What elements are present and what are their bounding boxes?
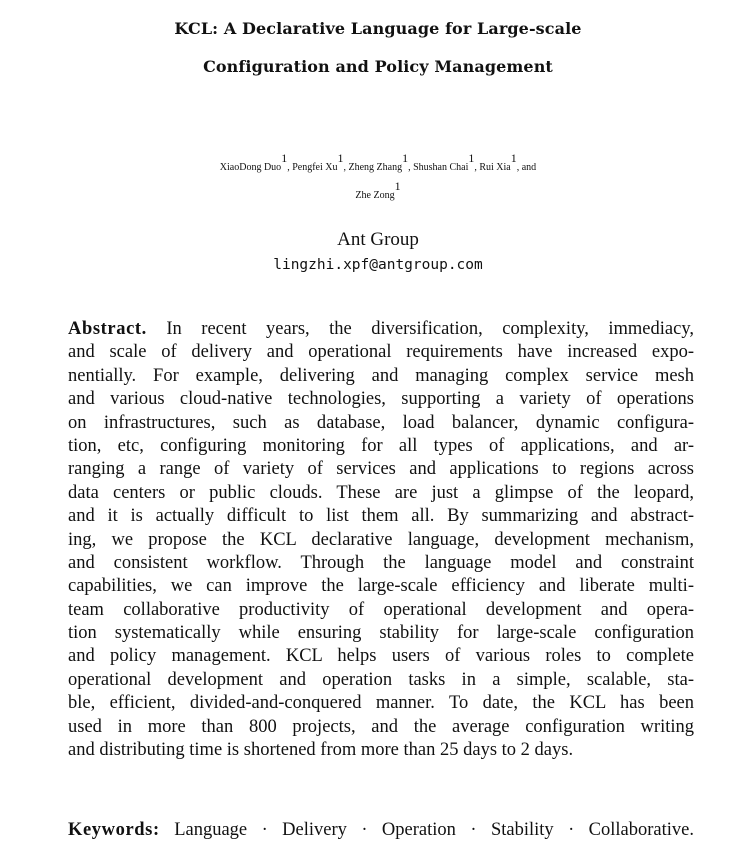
author-separator: , xyxy=(287,162,293,173)
title-line-2: Configuration and Policy Management xyxy=(203,57,553,76)
abstract-line: and various cloud-native technologies, supporting a variety of operations xyxy=(68,389,694,410)
author-email: lingzhi.xpf@antgroup.com xyxy=(273,257,483,273)
affiliation-marker: 1 xyxy=(468,151,475,165)
author-separator: , xyxy=(343,162,349,173)
keywords xyxy=(68,818,694,842)
abstract-line: capabilities, we can improve the large-scale efficiency and liberate multi- xyxy=(68,576,694,597)
abstract xyxy=(68,318,694,762)
abstract-line: and policy management. KCL helps users of various roles to complete xyxy=(68,646,694,667)
abstract-text: In recent years, the diversification, complexity, immediacy, xyxy=(166,319,695,339)
affiliation-marker: 1 xyxy=(394,179,401,193)
abstract-line: on infrastructures, such as database, load balancer, dynamic configura- xyxy=(68,412,694,433)
author-name: Pengfei Xu xyxy=(292,162,338,173)
paper-title xyxy=(0,10,756,86)
keywords-text: Language · Delivery · Operation · Stability · Collaborative. xyxy=(174,820,695,840)
abstract-line: team collaborative productivity of operational development and opera- xyxy=(68,599,694,620)
abstract-line: and scale of delivery and operational requirements have increased expo- xyxy=(68,342,694,363)
abstract-line: ing, we propose the KCL declarative language, development mechanism, xyxy=(68,529,694,550)
affiliation-marker: 1 xyxy=(402,151,409,165)
affiliation-marker: 1 xyxy=(510,151,517,165)
author-name: Shushan Chai xyxy=(413,162,469,173)
affiliation-marker: 1 xyxy=(281,151,288,165)
abstract-line: operational development and operation tasks in a simple, scalable, sta- xyxy=(68,669,694,690)
affiliation-marker: 1 xyxy=(337,151,344,165)
author-line-1 xyxy=(0,151,756,182)
author-separator: , xyxy=(408,162,414,173)
author-separator: , xyxy=(474,162,480,173)
abstract-line: and distributing time is shortened from more than 25 days to 2 days. xyxy=(68,740,574,761)
author-name: XiaoDong Duo xyxy=(219,162,282,173)
author-name: Zhe Zong xyxy=(355,190,395,201)
abstract-heading: Abstract. xyxy=(68,319,147,339)
abstract-line: used in more than 800 projects, and the average configuration writing xyxy=(68,716,694,737)
abstract-line: tion, etc, configuring monitoring for all types of applications, and ar- xyxy=(68,435,694,456)
abstract-line: ranging a range of variety of services and applications to regions across xyxy=(68,459,694,480)
abstract-line: and consistent workflow. Through the language model and constraint xyxy=(68,552,694,573)
keywords-heading: Keywords: xyxy=(68,820,160,840)
title-line-1: KCL: A Declarative Language for Large-scale xyxy=(174,19,582,38)
author-list xyxy=(0,151,756,210)
abstract-line xyxy=(68,318,694,341)
abstract-line: ble, efficient, divided-and-conquered manner. To date, the KCL has been xyxy=(68,693,694,714)
affiliation: Ant Group xyxy=(337,229,419,250)
author-and: , and xyxy=(516,162,537,173)
author-name: Rui Xia xyxy=(479,162,511,173)
abstract-line: tion systematically while ensuring stability for large-scale configuration xyxy=(68,623,694,644)
abstract-line: nentially. For example, delivering and managing complex service mesh xyxy=(68,365,694,386)
abstract-line: and it is actually difficult to list them all. By summarizing and abstract- xyxy=(68,506,694,527)
author-line-2 xyxy=(0,179,756,210)
abstract-line: data centers or public clouds. These are just a glimpse of the leopard, xyxy=(68,482,694,503)
author-name: Zheng Zhang xyxy=(348,162,403,173)
